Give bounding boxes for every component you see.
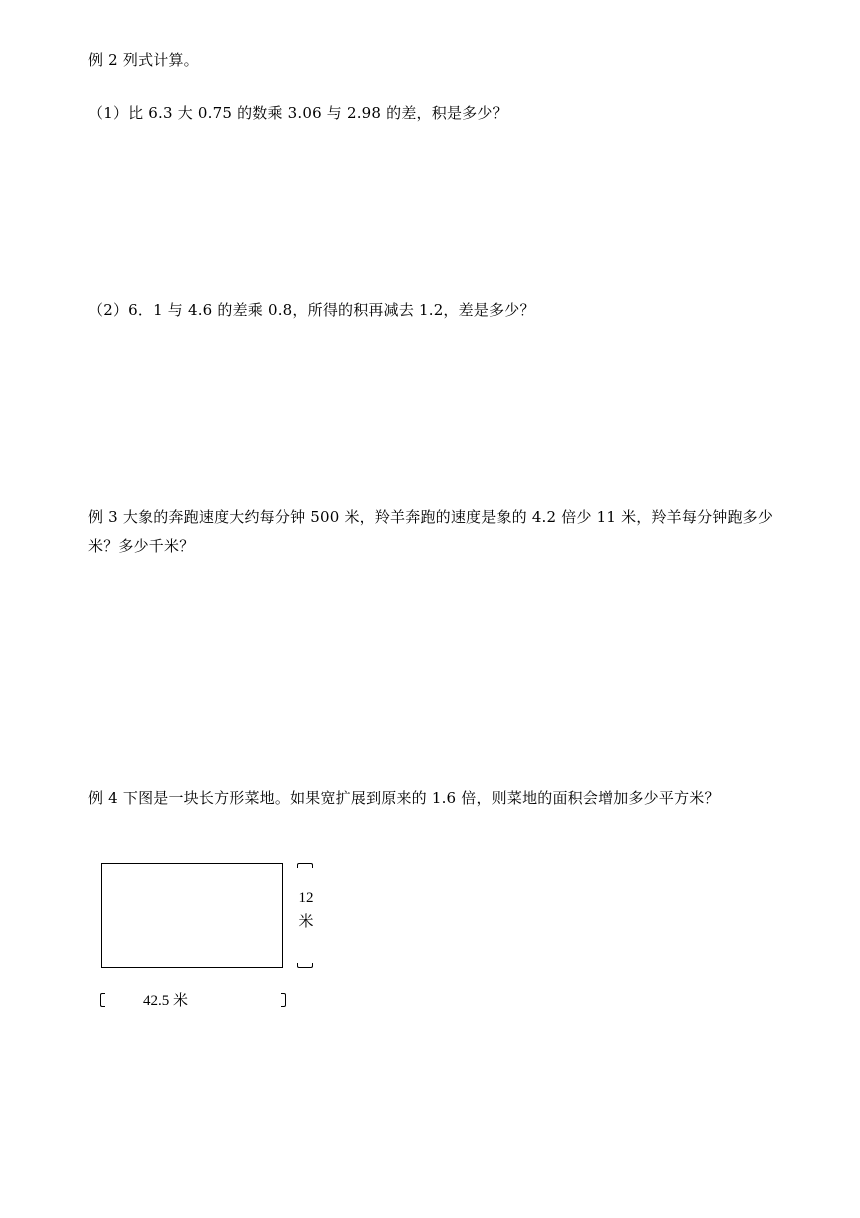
rectangle-plot <box>101 863 283 968</box>
width-label <box>294 886 318 934</box>
example-2-question-1: （1）比 6.3 大 0.75 的数乘 3.06 与 2.98 的差，积是多少？ <box>88 104 508 122</box>
example-2-heading: 例 2 列式计算。 <box>88 51 199 69</box>
example-2-question-2: （2）6．1 与 4.6 的差乘 0.8，所得的积再减去 1.2，差是多少？ <box>88 301 535 319</box>
width-bracket-bottom <box>297 963 313 968</box>
length-label: 42.5 米 <box>143 993 189 1009</box>
width-unit: 米 <box>298 914 314 930</box>
example-4-problem: 例 4 下图是一块长方形菜地。如果宽扩展到原来的 1.6 倍，则菜地的面积会增加多少平方米？ <box>88 789 720 807</box>
length-bracket-right <box>281 993 286 1007</box>
length-bracket-left <box>100 993 105 1007</box>
width-value: 12 <box>298 890 314 906</box>
example-3-problem: 例 3 大象的奔跑速度大约每分钟 500 米，羚羊奔跑的速度是象的 4.2 倍少 11 米，羚羊每分钟跑多少米？多少千米？ <box>88 508 774 555</box>
width-bracket-top <box>297 863 313 868</box>
